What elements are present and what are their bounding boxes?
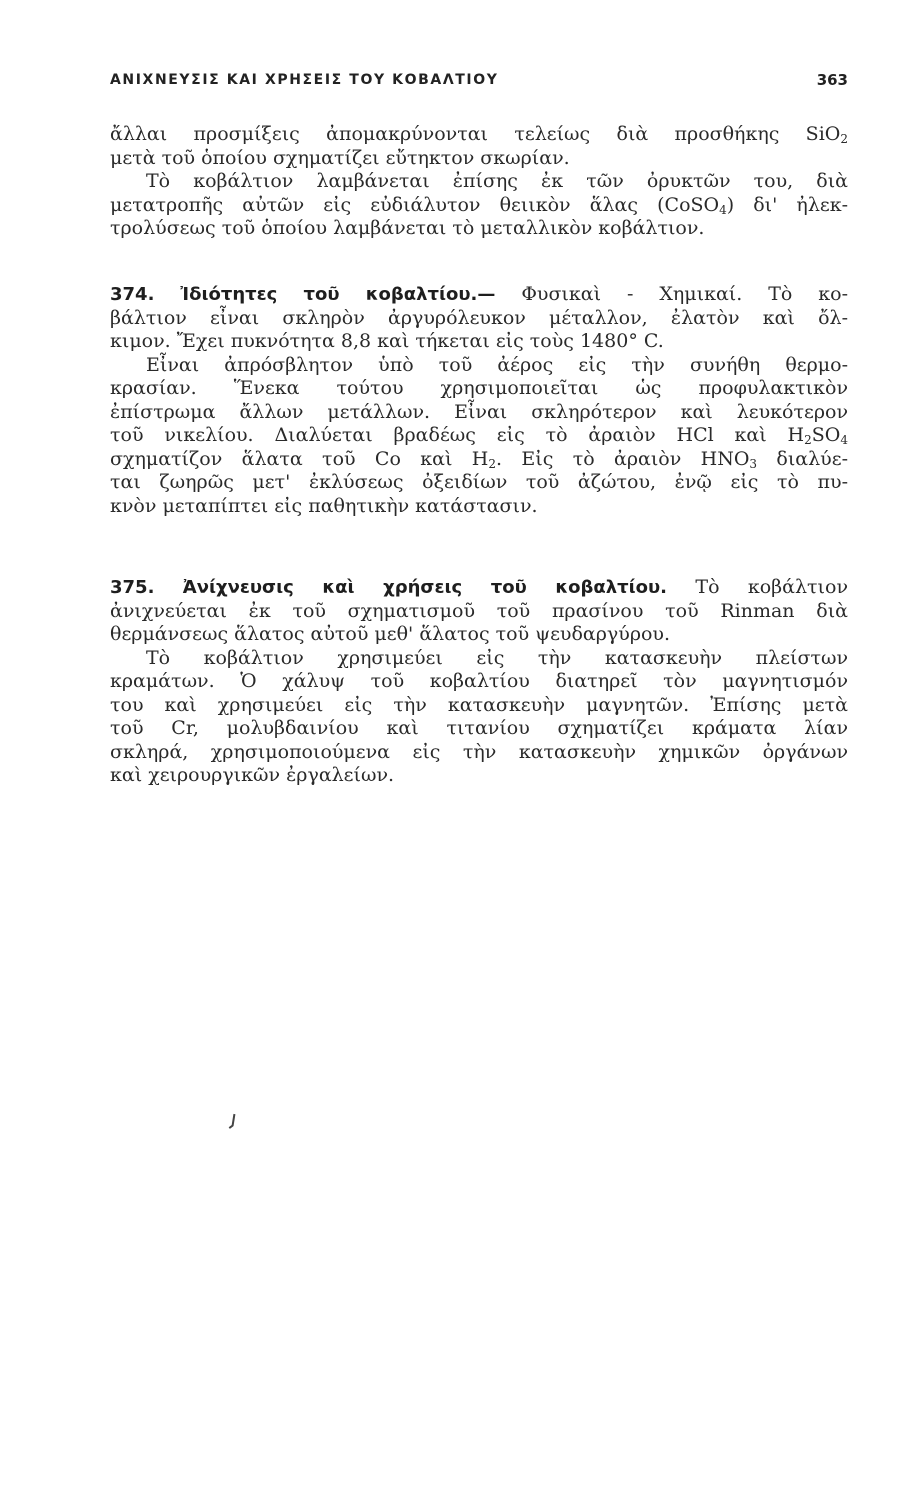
stray-mark-icon (223, 1111, 244, 1133)
text-line: κνὸν μεταπίπτει εἰς παθητικὴν κατάστασιν. (110, 494, 538, 517)
page-number: 363 (816, 71, 848, 89)
section-heading-line: 375. Ἀνίχνευσις καὶ χρήσεις τοῦ κοβαλτίου. Τὸ κοβάλτιον (110, 576, 848, 598)
text-line: βάλτιον εἶναι σκληρὸν ἀργυρόλευκον μέταλλον, ἐλατὸν καὶ ὄλ- (110, 306, 848, 329)
section-title: Ἀνίχνευσις καὶ χρήσεις τοῦ κοβαλτίου. (182, 577, 668, 598)
section-number: 375. (110, 577, 155, 598)
section-heading-line: 374. Ἰδιότητες τοῦ κοβαλτίου.— Φυσικαὶ - Χημικαί. Τὸ κο- (110, 283, 849, 305)
text-line: ται ζωηρῶς μετ' ἐκλύσεως ὀξειδίων τοῦ ἀζώτου, ἐνῷ εἰς τὸ πυ- (110, 471, 848, 493)
text-line: ἐπίστρωμα ἄλλων μετάλλων. Εἶναι σκληρότερον καὶ λευκότερον (110, 400, 848, 423)
page-header (110, 66, 848, 96)
section-title: Ἰδιότητες τοῦ κοβαλτίου.— (180, 284, 496, 305)
text-line: καὶ χειρουργικῶν ἐργαλείων. (110, 764, 395, 786)
text-line: τοῦ Cr, μολυβδαινίου καὶ τιτανίου σχηματίζει κράματα λίαν (110, 717, 848, 739)
text-line: σκληρά, χρησιμοποιούμενα εἰς τὴν κατασκευὴν χημικῶν ὀργάνων (110, 740, 848, 763)
text-line: τρολύσεως τοῦ ὁποίου λαμβάνεται τὸ μεταλλικὸν κοβάλτιον. (110, 217, 705, 239)
text-line: του καὶ χρησιμεύει εἰς τὴν κατασκευὴν μαγνητῶν. Ἐπίσης μετὰ (110, 693, 848, 716)
text-line: κιμον. Ἔχει πυκνότητα 8,8 καὶ τήκεται εἰς τοὺς 1480° C. (110, 330, 664, 352)
text-line: ἀνιχνεύεται ἐκ τοῦ σχηματισμοῦ τοῦ πρασίνου τοῦ Rinman διὰ (110, 599, 848, 622)
running-head: ΑΝΙΧΝΕΥΣΙΣ ΚΑΙ ΧΡΗΣΕΙΣ ΤΟΥ ΚΟΒΑΛΤΙΟΥ (110, 72, 499, 88)
text-line: σχηματίζον ἅλατα τοῦ Co καὶ $H_2$. Εἰς τὸ ἀραιὸν $HNO_3$ διαλύε- (110, 447, 848, 471)
text-line: ἄλλαι προσμίξεις ἀπομακρύνονται τελείως διὰ προσθήκης SiO$_2$ (110, 123, 848, 146)
text-line: Τὸ κοβάλτιον χρησιμεύει εἰς τὴν κατασκευὴν πλείστων (146, 646, 848, 669)
text-line: κρασίαν. Ἕνεκα τούτου χρησιμοποιεῖται ὡς προφυλακτικὸν (110, 377, 848, 399)
text-line: μετατροπῆς αὐτῶν εἰς εὐδιάλυτον θειικὸν ἅλας (CoSO$_4$) δι' ἠλεκ- (110, 193, 848, 217)
text-line: Τὸ κοβάλτιον λαμβάνεται ἐπίσης ἐκ τῶν ὀρυκτῶν του, διὰ (146, 170, 848, 192)
section-375 (110, 576, 848, 788)
text-line: τοῦ νικελίου. Διαλύεται βραδέως εἰς τὸ ἀραιὸν HCl καὶ $H_2SO_4$ (110, 424, 848, 447)
intro-paragraph (110, 123, 848, 241)
section-374 (110, 283, 848, 518)
text-line: Εἶναι ἀπρόσβλητον ὑπὸ τοῦ ἀέρος εἰς τὴν συνήθη θερμο- (146, 353, 848, 376)
text-line: θερμάνσεως ἅλατος αὐτοῦ μεθ' ἅλατος τοῦ ψευδαργύρου. (110, 623, 671, 645)
section-number: 374. (110, 284, 155, 305)
text-line: μετὰ τοῦ ὁποίου σχηματίζει εὔτηκτον σκωρίαν. (110, 146, 570, 169)
text-line: κραμάτων. Ὁ χάλυψ τοῦ κοβαλτίου διατηρεῖ τὸν μαγνητισμόν (110, 670, 848, 692)
